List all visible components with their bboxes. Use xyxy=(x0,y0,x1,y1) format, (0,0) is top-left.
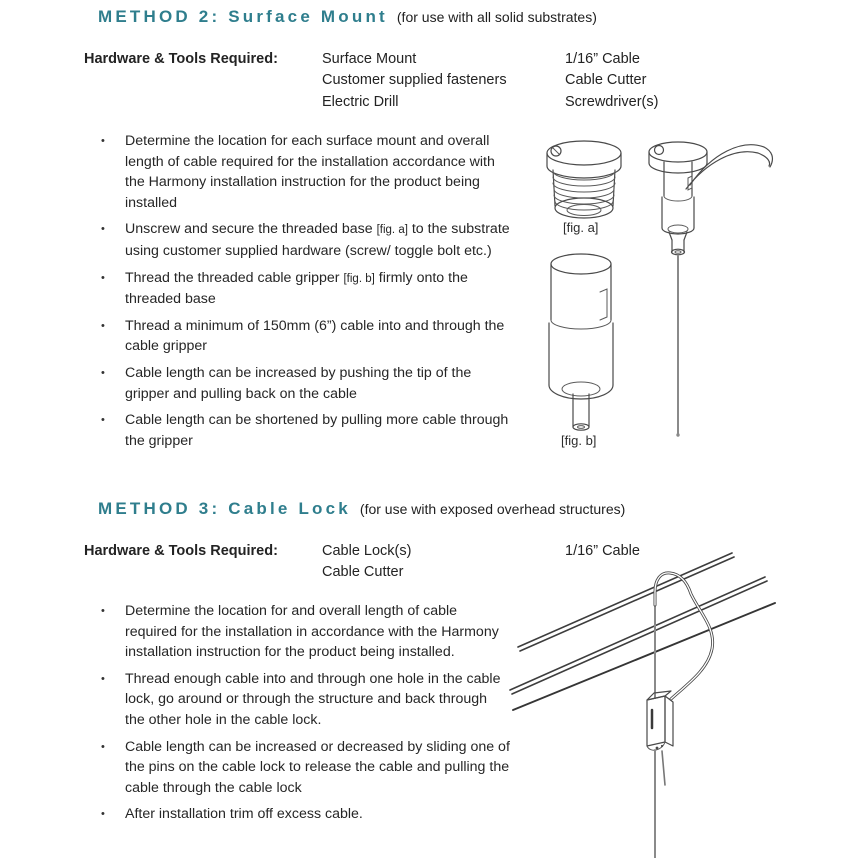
method2-title: METHOD 2: Surface Mount xyxy=(98,7,388,26)
cable-curve-line xyxy=(690,145,772,185)
hardware-item: 1/16” Cable xyxy=(565,543,640,559)
method2-heading xyxy=(98,7,597,27)
cable-gripper-drawing xyxy=(549,254,613,430)
hardware-item: Screwdriver(s) xyxy=(565,93,659,110)
method3-bullet-list xyxy=(98,601,510,831)
method3-heading xyxy=(98,499,625,519)
method3-hardware-col1 xyxy=(322,541,411,584)
bullet-marker: • xyxy=(101,605,105,617)
bullet-text: Thread a minimum of 150mm (6”) cable into and through the cable gripper xyxy=(125,317,505,355)
hardware-item: Cable Cutter xyxy=(322,564,404,581)
bullet-item xyxy=(98,601,510,663)
bullet-item xyxy=(98,268,510,310)
bullet-item xyxy=(98,804,510,825)
bullet-marker: • xyxy=(101,223,105,236)
hardware-item: Cable Lock(s) xyxy=(322,543,412,559)
overhead-beam-drawing xyxy=(510,553,775,710)
bullet-item xyxy=(98,737,510,799)
hardware-item: Electric Drill xyxy=(322,93,399,110)
bullet-text: Determine the location for each surface mount and overall length of cable required for the installation accordance with the Harmony installation instruction for the product being installed xyxy=(125,133,495,211)
method2-subtitle: (for use with all solid substrates) xyxy=(396,9,597,25)
bullet-item xyxy=(98,363,510,404)
cable-lock-drawing xyxy=(647,573,713,858)
bullet-text: Cable length can be increased by pushing the tip of the gripper and pulling back on the cable xyxy=(125,364,472,402)
bullet-marker: • xyxy=(101,414,105,427)
bullet-item xyxy=(98,669,510,731)
method3-hardware-label: Hardware & Tools Required: xyxy=(84,543,278,559)
method2-bullet-list xyxy=(98,131,510,457)
bullet-text: Cable length can be shortened by pulling more cable through the gripper xyxy=(125,412,509,449)
method2-hardware xyxy=(84,49,804,115)
hardware-item: Customer supplied fasteners xyxy=(322,72,507,89)
fig-b-label: [fig. b] xyxy=(561,433,597,448)
bullet-item xyxy=(98,131,510,213)
bullet-text: Thread enough cable into and through one hole in the cable lock, go around or through the structure and back through the other hole in the cable lock. xyxy=(125,670,501,728)
method3-subtitle: (for use with exposed overhead structures) xyxy=(359,501,626,517)
method3-title: METHOD 3: Cable Lock xyxy=(98,499,351,518)
bullet-marker: • xyxy=(101,319,105,332)
method2-illustrations xyxy=(540,135,790,457)
bullet-text: Determine the location for and overall length of cable required for the installation in accordance with the Harmony installation instruction for the product being installed. xyxy=(125,603,499,661)
method3-illustration xyxy=(500,550,858,858)
trimmed-cable-end xyxy=(662,751,665,785)
hardware-item: Cable Cutter xyxy=(565,72,647,89)
method2-hardware-label: Hardware & Tools Required: xyxy=(84,51,278,67)
bullet-item xyxy=(98,219,510,261)
bullet-text: Cable length can be increased or decreased by sliding one of the pins on the cable lock to release the cable and pulling the cable through the cable lock xyxy=(125,738,510,796)
bullet-text: Unscrew and secure the threaded base [fig. a] to the substrate using customer supplied hardware (screw/ toggle bolt etc.) xyxy=(125,221,510,259)
bullet-marker: • xyxy=(101,366,105,379)
method2-hardware-col1 xyxy=(322,49,507,113)
bullet-marker: • xyxy=(101,808,105,821)
bullet-marker: • xyxy=(101,672,105,685)
bullet-marker: • xyxy=(101,740,105,753)
bullet-item xyxy=(98,316,510,357)
fig-a-label: [fig. a] xyxy=(563,220,599,235)
bullet-marker: • xyxy=(101,271,105,284)
bullet-text: Thread the threaded cable gripper [fig. b] firmly onto the threaded base xyxy=(125,269,468,308)
hardware-item: 1/16” Cable xyxy=(565,51,640,67)
threaded-base-drawing xyxy=(547,141,621,218)
hardware-item: Surface Mount xyxy=(322,51,417,67)
surface-mount-assembled-drawing xyxy=(649,142,772,437)
bullet-marker: • xyxy=(101,135,105,147)
method2-hardware-col2 xyxy=(565,49,658,113)
bullet-text: After installation trim off excess cable. xyxy=(125,806,363,823)
bullet-item xyxy=(98,410,510,451)
